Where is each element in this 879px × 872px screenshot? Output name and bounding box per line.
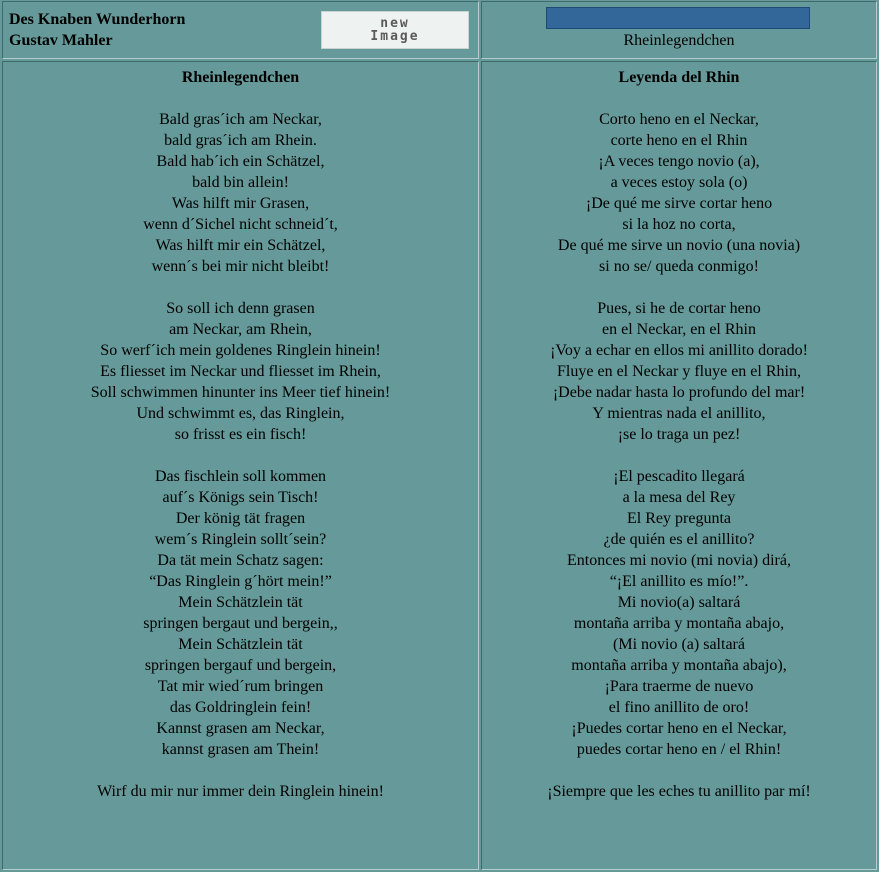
poem-line: ¡Voy a echar en ellos mi anillito dorado! <box>550 342 808 359</box>
poem-line: Tat mir wied´rum bringen <box>157 678 324 695</box>
poem-line: Mein Schätzlein tät <box>178 636 303 653</box>
poem-line: “Das Ringlein g´hört mein!” <box>149 573 332 590</box>
spanish-lyrics-cell <box>481 61 877 870</box>
poem-line: Pues, si he de cortar heno <box>597 300 761 317</box>
image-text-line2: Image <box>370 29 420 44</box>
poem-line: Y mientras nada el anillito, <box>592 405 766 422</box>
poem-line: (Mi novio (a) saltará <box>613 636 745 653</box>
poem-line <box>3 760 478 781</box>
poem-line <box>482 760 876 781</box>
header-title <box>9 9 185 51</box>
poem-line: corte heno en el Rhin <box>610 132 748 149</box>
poem-line: Und schwimmt es, das Ringlein, <box>136 405 345 422</box>
poem-line: Fluye en el Neckar y fluye en el Rhin, <box>557 363 801 380</box>
poem-line: montaña arriba y montaña abajo, <box>573 615 785 632</box>
poem-line: montaña arriba y montaña abajo), <box>571 657 787 674</box>
poem-line: ¡Siempre que les eches tu anillito par mí! <box>547 783 811 800</box>
poem-line: So werf´ich mein goldenes Ringlein hinein! <box>100 342 381 359</box>
poem-line: bald bin allein! <box>192 174 289 191</box>
poem-line <box>3 445 478 466</box>
poem-line: El Rey pregunta <box>627 510 731 527</box>
poem-line <box>3 277 478 298</box>
poem-line: Bald hab´ich ein Schätzel, <box>156 153 325 170</box>
poem-line: das Goldringlein fein! <box>169 699 312 716</box>
new-image-placeholder <box>321 11 469 49</box>
poem-line: Da tät mein Schatz sagen: <box>157 552 324 569</box>
header-right-cell <box>481 1 877 59</box>
poem-line: “¡El anillito es mío!”. <box>609 573 749 590</box>
image-text-line1: new <box>380 16 410 31</box>
poem-line <box>482 445 876 466</box>
poem-line: ¿de quién es el anillito? <box>603 531 755 548</box>
collection-title: Des Knaben Wunderhorn <box>9 11 186 28</box>
poem-line: kannst grasen am Thein! <box>161 741 320 758</box>
poem-line: si la hoz no corta, <box>622 216 736 233</box>
poem-line: wenn d´Sichel nicht schneid´t, <box>143 216 338 233</box>
poem-line: wem´s Ringlein sollt´sein? <box>154 531 327 548</box>
poem-line: puedes cortar heno en / el Rhin! <box>576 741 782 758</box>
poem-line <box>482 88 876 109</box>
composer-name: Gustav Mahler <box>9 32 113 49</box>
poem-line: ¡Para traerme de nuevo <box>604 678 754 695</box>
poem-line: So soll ich denn grasen <box>166 300 315 317</box>
poem-line: a la mesa del Rey <box>622 489 736 506</box>
poem-line <box>3 88 478 109</box>
poem-line: si no se/ queda conmigo! <box>599 258 759 275</box>
song-title: Rheinlegendchen <box>623 32 735 49</box>
poem-line: Mein Schätzlein tät <box>178 594 303 611</box>
poem-line: Es fliesset im Neckar und fliesset im Rhein, <box>100 363 381 380</box>
poem-line: wenn´s bei mir nicht bleibt! <box>151 258 330 275</box>
poem-line: springen bergaut und bergein,, <box>143 615 338 632</box>
poem-line: ¡se lo traga un pez! <box>617 426 741 443</box>
poem-line: Mi novio(a) saltará <box>617 594 741 611</box>
poem-line: Was hilft mir ein Schätzel, <box>155 237 326 254</box>
poem-line: ¡Puedes cortar heno en el Neckar, <box>571 720 787 737</box>
blue-banner <box>546 7 810 29</box>
poem-line: Entonces mi novio (mi novia) dirá, <box>567 552 791 569</box>
poem-line: Der könig tät fragen <box>175 510 306 527</box>
poem-line: Kannst grasen am Neckar, <box>156 720 325 737</box>
poem-line: ¡El pescadito llegará <box>613 468 745 485</box>
spanish-title: Leyenda del Rhin <box>618 69 740 86</box>
poem-line: so frisst es ein fisch! <box>174 426 307 443</box>
spanish-poem <box>482 67 876 802</box>
poem-line <box>482 277 876 298</box>
poem-line: Was hilft mir Grasen, <box>171 195 310 212</box>
poem-line: ¡De qué me sirve cortar heno <box>585 195 773 212</box>
poem-line: en el Neckar, en el Rhin <box>602 321 756 338</box>
header-left-cell <box>2 1 479 59</box>
poem-line: am Neckar, am Rhein, <box>169 321 312 338</box>
german-lyrics-cell <box>2 61 479 870</box>
poem-line: bald gras´ich am Rhein. <box>164 132 317 149</box>
poem-line: Bald gras´ich am Neckar, <box>159 111 322 128</box>
poem-line: auf´s Königs sein Tisch! <box>162 489 319 506</box>
german-title: Rheinlegendchen <box>181 69 300 86</box>
poem-line: el fino anillito de oro! <box>608 699 750 716</box>
poem-line: Wirf du mir nur immer dein Ringlein hinein! <box>97 783 384 800</box>
poem-line: De qué me sirve un novio (una novia) <box>557 237 801 254</box>
poem-line: a veces estoy sola (o) <box>610 174 748 191</box>
poem-line: ¡A veces tengo novio (a), <box>598 153 760 170</box>
poem-line: Soll schwimmen hinunter ins Meer tief hinein! <box>90 384 391 401</box>
german-poem <box>3 67 478 802</box>
poem-line: Das fischlein soll kommen <box>154 468 327 485</box>
poem-line: springen bergauf und bergein, <box>144 657 337 674</box>
poem-line: ¡Debe nadar hasta lo profundo del mar! <box>552 384 806 401</box>
poem-line: Corto heno en el Neckar, <box>599 111 759 128</box>
